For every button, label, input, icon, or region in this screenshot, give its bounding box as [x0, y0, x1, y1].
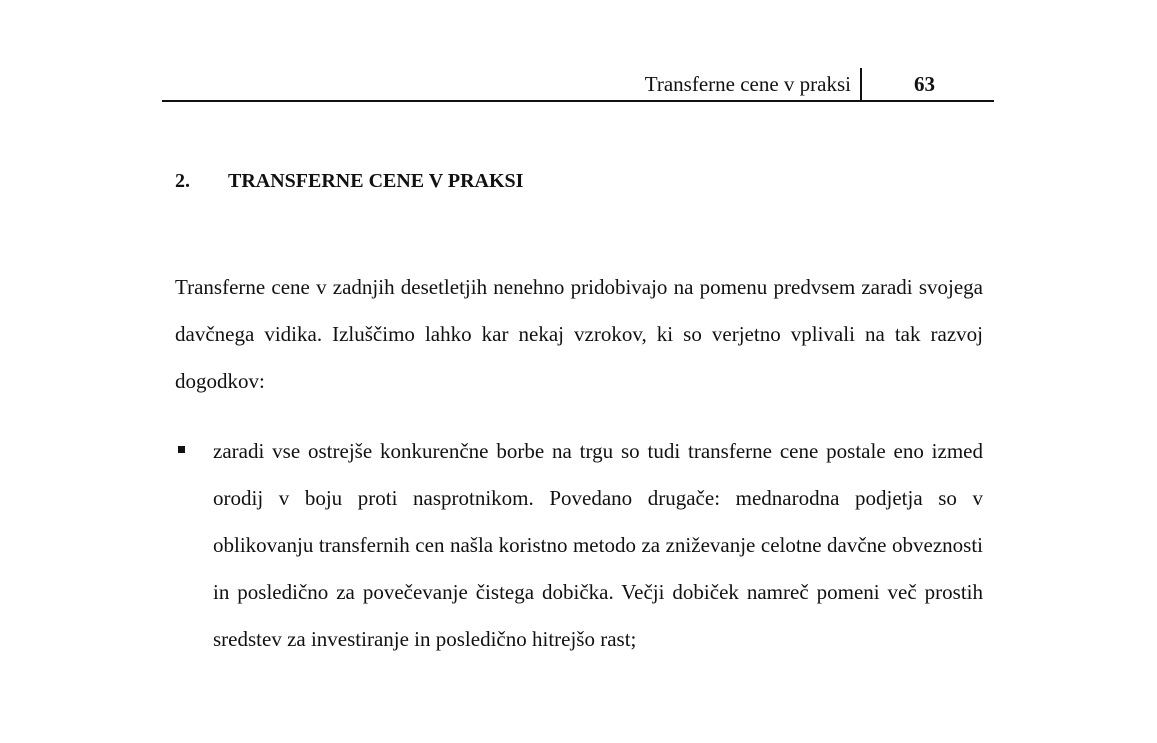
section-heading [175, 168, 523, 194]
list-item [175, 428, 983, 663]
running-header-title: Transferne cene v praksi [644, 72, 851, 96]
intro-paragraph: Transferne cene v zadnjih desetletjih nenehno pridobivajo na pomenu predvsem zaradi svojega davčnega vidika. Izluščimo lahko kar nekaj vzrokov, ki so verjetno vplivali na tak razvoj dogodkov: [175, 275, 983, 393]
running-header [162, 66, 994, 102]
square-bullet-icon [178, 446, 185, 453]
bullet-list [175, 428, 983, 665]
section-title: TRANSFERNE CENE V PRAKSI [228, 170, 524, 192]
page-number: 63 [914, 72, 935, 96]
list-item-text: zaradi vse ostrejše konkurenčne borbe na trgu so tudi transferne cene postale eno izmed orodij v boju proti nasprotnikom. Povedano drugače: mednarodna podjetja so v oblikovanju transfernih cen našla koristno metodo za zniževanje celotne davčne obveznosti in posledično za povečevanje čistega dobička. Večji dobiček namreč pomeni več prostih sredstev za investiranje in posledično hitrejšo rast; [213, 439, 983, 651]
section-number: 2. [175, 170, 190, 192]
header-divider [860, 68, 862, 100]
